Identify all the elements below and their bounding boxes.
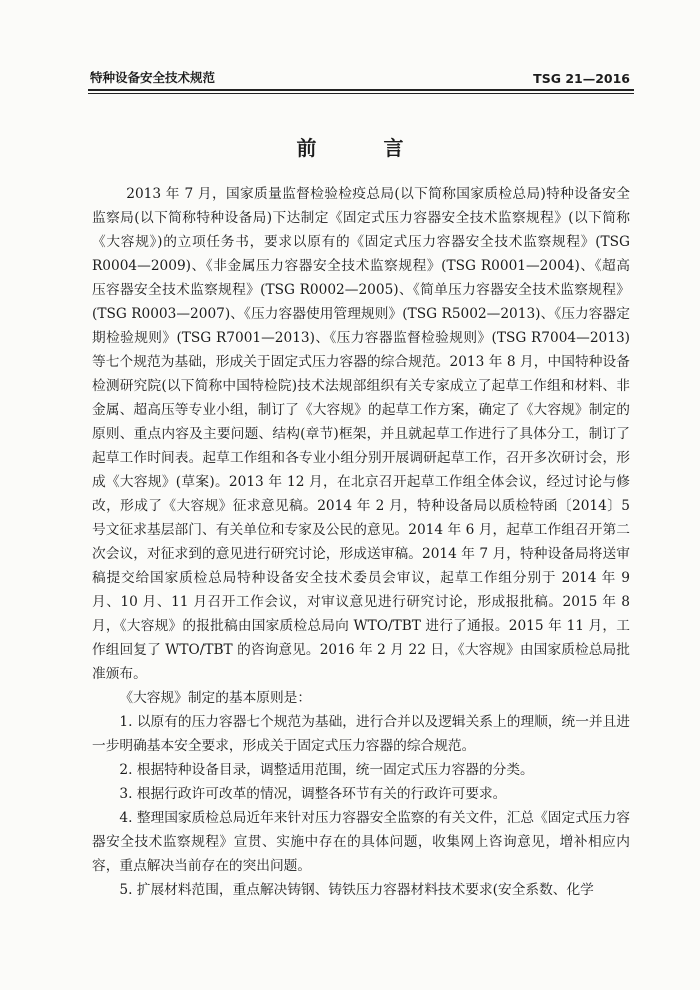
header-left-title: 特种设备安全技术规范 [90, 70, 216, 85]
paragraph-principle-1: 1. 以原有的压力容器七个规范为基础，进行合并以及逻辑关系上的理顺，统一并且进一步明确基本安全要求，形成关于固定式压力容器的综合规范。 [92, 714, 630, 754]
body-text [92, 182, 630, 902]
paragraph-principle-5: 5. 扩展材料范围，重点解决铸钢、铸铁压力容器材料技术要求(安全系数、化学 [119, 882, 594, 898]
page-title: 前 言 [296, 136, 434, 160]
running-header [90, 64, 630, 86]
paragraph-principle-3: 3. 根据行政许可改革的情况，调整各环节有关的行政许可要求。 [119, 786, 507, 802]
paragraph-principle-2: 2. 根据特种设备目录，调整适用范围，统一固定式压力容器的分类。 [119, 762, 534, 778]
paragraph-history: 2013 年 7 月，国家质量监督检验检疫总局(以下简称国家质检总局)特种设备安全监察局(以下简称特种设备局)下达制定《固定式压力容器安全技术监察规程》(以下简称《大容规》)的立项任务书，要求以原有的《固定式压力容器安全技术监察规程》(TSG R0004—2009)、《非金属压力容器安全技术监察规程》(TSG R0001—2004)、《超高压容器安全技术监察规程》(TSG R0002—2005)、《简单压力容器安全技术监察规程》(TSG R0003—2007)、《压力容器使用管理规则》(TSG R5002—2013)、《压力容器定期检验规则》(TSG R7001—2013)、《压力容器监督检验规则》(TSG R7004—2013)等七个规范为基础，形成关于固定式压力容器的综合规范。2013 年 8 月，中国特种设备检测研究院(以下简称中国特检院)技术法规部组织有关专家成立了起草工作组和材料、非金属、超高压等专业小组，制订了《大容规》的起草工作方案，确定了《大容规》制定的原则、重点内容及主要问题、结构(章节)框架，并且就起草工作进行了具体分工，制订了起草工作时间表。起草工作组和各专业小组分别开展调研起草工作，召开多次研讨会，形成《大容规》(草案)。2013 年 12 月，在北京召开起草工作组全体会议，经过讨论与修改，形成了《大容规》征求意见稿。2014 年 2 月，特种设备局以质检特函〔2014〕5 号文征求基层部门、有关单位和专家及公民的意见。2014 年 6 月，起草工作组召开第二次会议，对征求到的意见进行研究讨论，形成送审稿。2014 年 7 月，特种设备局将送审稿提交给国家质检总局特种设备安全技术委员会审议，起草工作组分别于 2014 年 9 月、10 月、11 月召开工作会议，对审议意见进行研究讨论，形成报批稿。2015 年 8 月，《大容规》的报批稿由国家质检总局向 WTO/TBT 进行了通报。2015 年 11 月，工作组回复了 WTO/TBT 的咨询意见。2016 年 2 月 22 日，《大容规》由国家质检总局批准颁布。 [92, 186, 630, 682]
header-standard-code: TSG 21—2016 [533, 71, 630, 86]
paragraph-principles-intro: 《大容规》制定的基本原则是： [119, 690, 312, 706]
paragraph-principle-4: 4. 整理国家质检总局近年来针对压力容器安全监察的有关文件，汇总《固定式压力容器安全技术监察规程》宣贯、实施中存在的具体问题，收集网上咨询意见，增补相应内容，重点解决当前存在的突出问题。 [92, 810, 630, 874]
header-rule [88, 89, 634, 94]
